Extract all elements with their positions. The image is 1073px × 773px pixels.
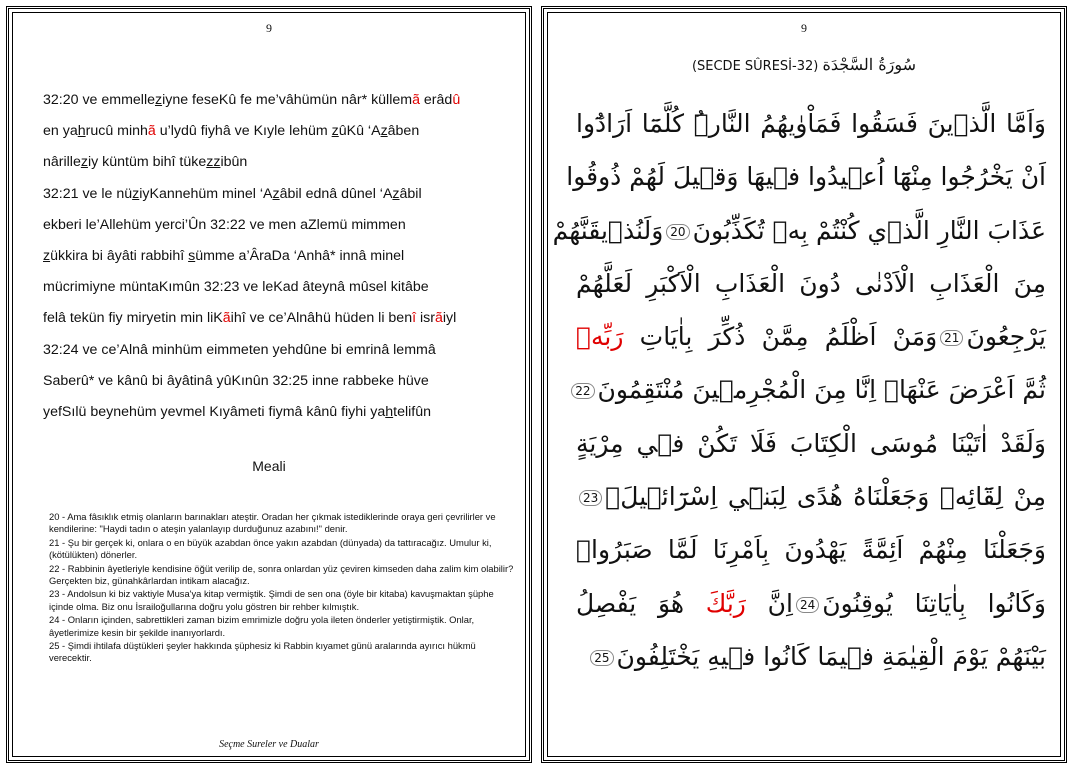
arabic-line bbox=[576, 577, 1046, 630]
ayah-marker: 24 bbox=[796, 597, 819, 613]
transliteration-line bbox=[43, 85, 513, 116]
arabic-text: اِنَّ bbox=[745, 588, 793, 618]
transliteration-line bbox=[43, 241, 513, 272]
transliteration-line bbox=[43, 303, 513, 334]
arabic-line bbox=[576, 310, 1046, 363]
transliteration-line bbox=[43, 116, 513, 147]
text-segment: mücrimiyne müntaKımûn 32:23 ve leKad âteynâ mûsel kitâbe bbox=[43, 279, 429, 296]
arabic-line bbox=[552, 204, 1046, 257]
right-page bbox=[541, 6, 1067, 763]
underlined-letter: h bbox=[77, 123, 86, 140]
left-page-frame bbox=[12, 12, 526, 757]
text-segment: erâd bbox=[419, 92, 453, 108]
translation-notes bbox=[49, 511, 519, 666]
arabic-line bbox=[576, 630, 1046, 683]
right-page-number: 9 bbox=[801, 21, 807, 35]
highlight-word: رَبَّكَ bbox=[705, 588, 746, 618]
text-segment: felâ tekün fiy miryetin min liK bbox=[43, 310, 223, 327]
transliteration-line bbox=[43, 210, 513, 241]
arabic-text: ثُمَّ اَعْرَضَ عَنْهَاۜ اِنَّا مِنَ الْمُجْرِم۪ينَ مُنْتَقِمُونَ bbox=[597, 375, 1046, 405]
ayah-marker: 21 bbox=[940, 330, 963, 346]
left-page bbox=[6, 6, 532, 763]
surah-title-arabic: سُورَةُ السَّجْدَة bbox=[822, 55, 917, 74]
translation-note: 23 - Andolsun ki biz vaktiyle Musa'ya kitap vermiştik. Şimdi de sen ona (öyle bir kitaba) kavuşmaktan şüphe içinde olma. Biz onu İsrailoğullarına doğru yolu göstren bir rehber kılmıştık. bbox=[49, 588, 494, 612]
text-segment: ümme a’ÂraDa ‘Anhâ* innâ minel bbox=[195, 247, 405, 264]
underlined-letter: z bbox=[380, 123, 388, 140]
transliteration-line bbox=[43, 366, 513, 397]
text-segment: telifûn bbox=[393, 403, 431, 420]
text-segment: 32:20 ve emmelle bbox=[43, 92, 155, 108]
arabic-text: وَاَمَّا الَّذ۪ينَ فَسَقُوا فَمَاْوٰيهُمُ النَّارُۜ كُلَّمَٓا اَرَادُٓوا bbox=[576, 109, 1046, 138]
text-segment: âbil bbox=[399, 185, 422, 202]
arabic-text: وَكَانُوا بِاٰيَاتِنَا يُوقِنُونَ bbox=[822, 588, 1046, 618]
text-segment: 32:21 ve le nü bbox=[43, 185, 133, 202]
text-segment: âben bbox=[387, 123, 420, 140]
highlight-word: رَبِّه۪ bbox=[576, 322, 624, 352]
underlined-letter: s bbox=[188, 247, 196, 264]
arabic-line bbox=[576, 97, 1046, 150]
highlight-letter: î bbox=[412, 310, 417, 327]
arabic-text: بَيْنَهُمْ يَوْمَ الْقِيٰمَةِ ف۪يمَا كَانُوا ف۪يهِ يَخْتَلِفُونَ bbox=[616, 641, 1046, 671]
surah-title bbox=[548, 55, 1060, 74]
arabic-verses bbox=[552, 97, 1046, 683]
text-segment: u’lydû fiyhâ ve Kıyle lehüm bbox=[155, 123, 332, 140]
arabic-text: مِنْ لِقَٓائِه۪ وَجَعَلْنَاهُ هُدًى لِبَن۪ٓي اِسْرَٓائ۪يلَۚ bbox=[605, 482, 1046, 512]
translation-note: 24 - Onların içinden, sabrettikleri zaman bizim emrimizle doğru yola ileten önderler yetiştirmiştik. Onlar, âyetlerimize kesin bir şekilde inanıyorlardı. bbox=[49, 614, 475, 638]
arabic-text: وَمَنْ اَظْلَمُ مِمَّنْ ذُكِّرَ بِاٰيَاتِ bbox=[623, 322, 938, 352]
text-segment: iyKannehüm minel ‘A bbox=[139, 185, 273, 202]
ayah-marker: 25 bbox=[590, 650, 613, 666]
translation-note: 21 - Şu bir gerçek ki, onlara o en büyük azabdan önce yakın azabdan (dünyada) da tattıracağız. Umulur ki, (kötülükten) dönerler. bbox=[49, 536, 492, 561]
underlined-letter: z bbox=[154, 92, 163, 108]
ayah-marker: 22 bbox=[571, 383, 594, 399]
underlined-letter: z bbox=[80, 154, 88, 171]
text-segment: iyne feseKû fe me’vâhümün nâr* küllem bbox=[162, 92, 413, 108]
transliteration-line bbox=[43, 147, 513, 178]
ayah-marker: 23 bbox=[579, 490, 602, 506]
highlight-letter: ã bbox=[412, 92, 420, 108]
arabic-text: هُوَ يَفْصِلُ bbox=[576, 588, 706, 618]
text-segment: yefSılü beynehüm yevmel Kıyâmeti fiymâ kânû fiyhi ya bbox=[43, 403, 386, 420]
text-segment: ûKû ‘A bbox=[338, 123, 381, 140]
text-segment: âbil ednâ dûnel ‘A bbox=[279, 185, 393, 202]
text-segment: 32:24 ve ce’Alnâ minhüm eimmeten yehdûne bi emrinâ lemmâ bbox=[43, 341, 436, 358]
underlined-letter: z bbox=[272, 185, 280, 202]
text-segment: nârille bbox=[43, 154, 81, 171]
arabic-line bbox=[576, 523, 1046, 576]
text-segment: iy küntüm bihî tüke bbox=[87, 154, 207, 171]
arabic-text: وَجَعَلْنَا مِنْهُمْ اَئِمَّةً يَهْدُونَ بِاَمْرِنَا لَمَّا صَبَرُواۜ bbox=[576, 535, 1046, 565]
arabic-line bbox=[576, 363, 1046, 416]
left-page-number: 9 bbox=[266, 21, 272, 35]
arabic-text: وَلَقَدْ اٰتَيْنَا مُوسَى الْكِتَابَ فَلَا تَكُنْ ف۪ي مِرْيَةٍ bbox=[576, 428, 1046, 458]
text-segment: ibûn bbox=[220, 154, 248, 171]
highlight-letter: ã bbox=[147, 123, 156, 140]
underlined-letter: h bbox=[385, 403, 394, 420]
arabic-text: مِنَ الْعَذَابِ الْاَدْنٰى دُونَ الْعَذَابِ الْاَكْبَرِ لَعَلَّهُمْ bbox=[576, 268, 1046, 298]
arabic-text: اَنْ يَخْرُجُوا مِنْهَٓا اُع۪يدُوا ف۪يهَا وَق۪يلَ لَهُمْ ذُوقُوا bbox=[566, 162, 1046, 192]
arabic-text: وَلَنُذ۪يقَنَّهُمْ bbox=[552, 215, 664, 245]
transliteration-line bbox=[43, 335, 513, 366]
ayah-marker: 20 bbox=[666, 224, 689, 240]
highlight-letter: ã bbox=[222, 310, 231, 327]
highlight-letter: û bbox=[452, 92, 461, 108]
underlined-letter: zz bbox=[206, 154, 221, 171]
text-segment: Saberû* ve kânû bi âyâtinâ yûKınûn 32:25 inne rabbeke hüve bbox=[43, 372, 429, 389]
translation-note: 22 - Rabbinin âyetleriyle kendisine öğüt verilip de, sonra onlardan yüz çeviren kimseden daha zalim kim olabilir? Gerçekten biz, günahkârlardan intikam alacağız. bbox=[49, 562, 514, 587]
text-segment: en ya bbox=[43, 123, 78, 140]
transliteration-line bbox=[43, 179, 513, 210]
arabic-text: يَرْجِعُونَ bbox=[966, 322, 1046, 352]
text-segment: ihî ve ce’Alnâhü hüden li ben bbox=[230, 310, 413, 327]
translation-note: 20 - Ama fâsıklık etmiş olanların barınakları ateştir. Oradan her çıkmak istediklerinde oraya geri çevrilirler ve kendilerine: "Haydi tadın o ateşin yalanlayıp durduğunuz azabını!" denir. bbox=[49, 511, 496, 535]
right-page-frame bbox=[547, 12, 1061, 757]
text-segment: ükkira bi âyâti rabbihî bbox=[50, 247, 189, 264]
underlined-letter: z bbox=[132, 185, 140, 202]
highlight-letter: ã bbox=[434, 310, 443, 327]
underlined-letter: z bbox=[331, 123, 339, 140]
text-segment: isr bbox=[416, 310, 435, 327]
translation-note: 25 - Şimdi ihtilafa düştükleri şeyler hakkında şüphesiz ki Rabbin kıyamet günü aralarında ayırıcı hükmü verecektir. bbox=[49, 640, 476, 664]
underlined-letter: z bbox=[392, 185, 400, 202]
text-segment: iyl bbox=[442, 310, 457, 327]
underlined-letter: z bbox=[43, 247, 51, 264]
transliteration-line bbox=[43, 272, 513, 303]
arabic-line bbox=[576, 470, 1046, 523]
text-segment: rucû minh bbox=[85, 123, 148, 140]
surah-title-latin: (SECDE SÛRESİ-32) bbox=[691, 59, 819, 74]
book-footer: Seçme Sureler ve Dualar bbox=[219, 739, 319, 750]
arabic-text: عَذَابَ النَّارِ الَّذ۪ي كُنْتُمْ بِه۪ تُكَذِّبُونَ bbox=[692, 215, 1046, 245]
transliteration-line bbox=[43, 397, 513, 428]
arabic-line bbox=[566, 150, 1046, 203]
arabic-line bbox=[576, 257, 1046, 310]
transliteration-text bbox=[43, 85, 513, 428]
text-segment: ekberi le’Allehüm yerci’Ûn 32:22 ve men aZlemü mimmen bbox=[43, 216, 406, 233]
arabic-line bbox=[576, 417, 1046, 470]
meali-heading: Meali bbox=[252, 458, 286, 474]
